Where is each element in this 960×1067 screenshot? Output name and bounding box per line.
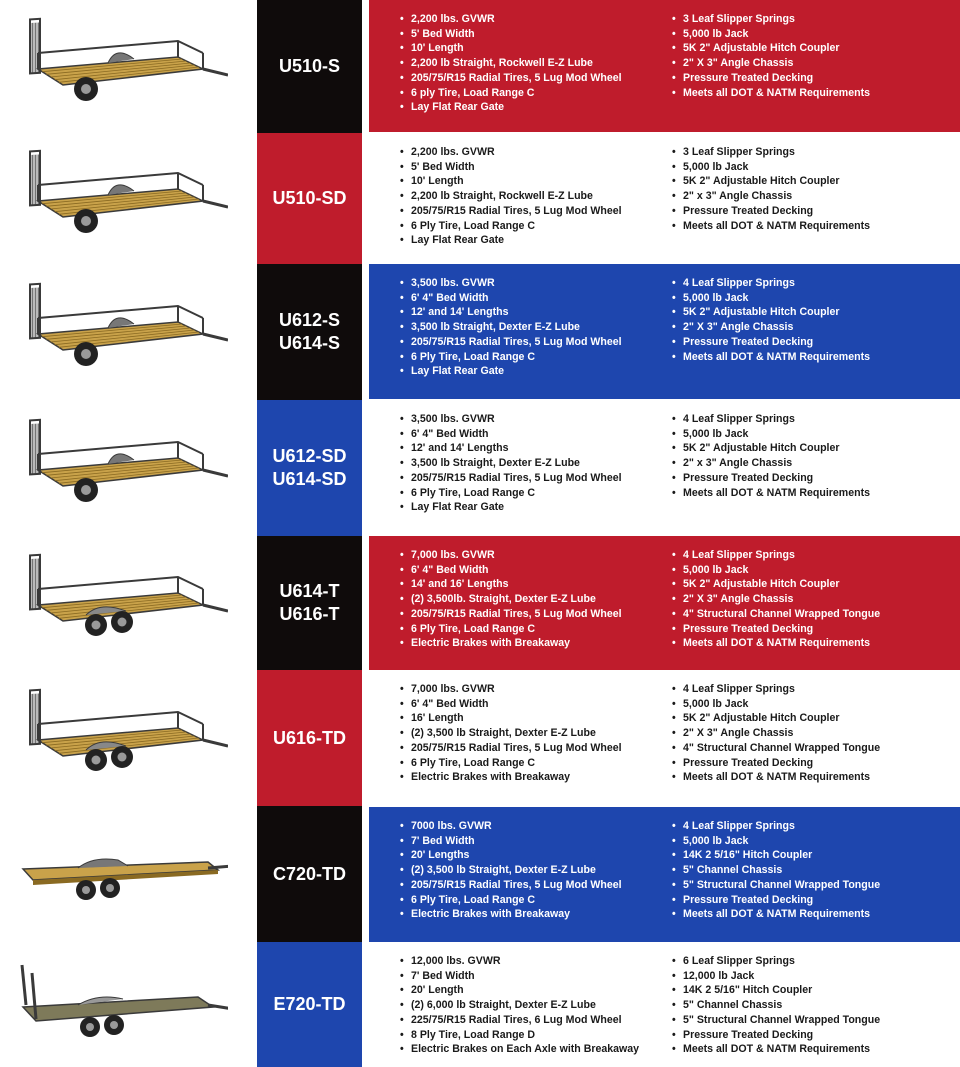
spec-item: • 225/75/R15 Radial Tires, 6 Lug Mod Wheel — [400, 1013, 639, 1028]
spec-item: • (2) 6,000 lb Straight, Dexter E-Z Lube — [400, 998, 639, 1013]
spec-item: • (2) 3,500 lb Straight, Dexter E-Z Lube — [400, 863, 622, 878]
spec-list-left — [400, 12, 622, 115]
spec-item: • 4 Leaf Slipper Springs — [672, 682, 880, 697]
spec-item: • 4 Leaf Slipper Springs — [672, 276, 870, 291]
spec-list-left — [400, 819, 622, 922]
spec-item: • 5,000 lb Jack — [672, 291, 870, 306]
specs-cell — [369, 400, 960, 536]
model-name-cell — [257, 400, 362, 536]
spec-item: • 5,000 lb Jack — [672, 427, 870, 442]
specs-cell — [369, 670, 960, 806]
spec-item: • 4 Leaf Slipper Springs — [672, 412, 870, 427]
spec-item: • 5,000 lb Jack — [672, 27, 870, 42]
model-name-cell — [257, 670, 362, 806]
spec-item: • 10' Length — [400, 41, 622, 56]
specs-cell — [369, 133, 960, 264]
specs-cell — [369, 0, 960, 132]
spec-item: • 5K 2" Adjustable Hitch Coupler — [672, 441, 870, 456]
spec-item: • 2" X 3" Angle Chassis — [672, 726, 880, 741]
spec-row — [0, 0, 960, 133]
spec-item: • 4" Structural Channel Wrapped Tongue — [672, 741, 880, 756]
spec-list-right — [672, 145, 870, 233]
spec-item: • 5,000 lb Jack — [672, 697, 880, 712]
spec-list-left — [400, 145, 622, 248]
spec-item: • 6 Ply Tire, Load Range C — [400, 350, 622, 365]
spec-item: • 3 Leaf Slipper Springs — [672, 12, 870, 27]
spec-item: • 6' 4" Bed Width — [400, 291, 622, 306]
spec-item: • 14' and 16' Lengths — [400, 577, 622, 592]
spec-item: • Pressure Treated Decking — [672, 71, 870, 86]
spec-item: • 7' Bed Width — [400, 834, 622, 849]
spec-item: • 3,500 lbs. GVWR — [400, 276, 622, 291]
spec-item: • 8 Ply Tire, Load Range D — [400, 1028, 639, 1043]
spec-item: • Lay Flat Rear Gate — [400, 500, 622, 515]
spec-item: • 12,000 lbs. GVWR — [400, 954, 639, 969]
model-name-cell — [257, 264, 362, 400]
spec-row — [0, 264, 960, 400]
spec-item: • 3,500 lb Straight, Dexter E-Z Lube — [400, 456, 622, 471]
spec-item: • Lay Flat Rear Gate — [400, 233, 622, 248]
spec-row — [0, 670, 960, 806]
spec-item: • Pressure Treated Decking — [672, 1028, 880, 1043]
spec-item: • 2" X 3" Angle Chassis — [672, 320, 870, 335]
spec-item: • 16' Length — [400, 711, 622, 726]
spec-item: • Pressure Treated Decking — [672, 622, 880, 637]
spec-list-right — [672, 276, 870, 364]
car-hauler-trailer-icon — [0, 806, 256, 942]
spec-item: • Pressure Treated Decking — [672, 335, 870, 350]
single-axle-gate-trailer-icon — [0, 0, 256, 133]
spec-item: • 20' Lengths — [400, 848, 622, 863]
spec-list-right — [672, 12, 870, 100]
spec-item: • Pressure Treated Decking — [672, 893, 880, 908]
spec-item: • Electric Brakes with Breakaway — [400, 770, 622, 785]
spec-item: • 2,200 lb Straight, Rockwell E-Z Lube — [400, 56, 622, 71]
spec-list-right — [672, 954, 880, 1057]
spec-item: • 6 ply Tire, Load Range C — [400, 86, 622, 101]
spec-item: • 6' 4" Bed Width — [400, 427, 622, 442]
single-axle-gate-trailer-icon — [0, 264, 256, 400]
specs-cell — [369, 807, 960, 942]
model-name: U614-SD — [272, 469, 347, 489]
spec-item: • 12' and 14' Lengths — [400, 305, 622, 320]
spec-item: • 2" X 3" Angle Chassis — [672, 56, 870, 71]
model-name: U614-S — [278, 333, 341, 353]
model-name: U510-S — [278, 56, 341, 76]
model-name-cell — [257, 536, 362, 670]
spec-item: • 2,200 lbs. GVWR — [400, 12, 622, 27]
spec-row — [0, 806, 960, 942]
spec-item: • 6 Ply Tire, Load Range C — [400, 622, 622, 637]
tandem-axle-gate-trailer-icon — [0, 536, 256, 670]
spec-item: • 5" Channel Chassis — [672, 863, 880, 878]
spec-item: • 6 Ply Tire, Load Range C — [400, 756, 622, 771]
model-name: U614-T — [279, 581, 340, 601]
spec-item: • 10' Length — [400, 174, 622, 189]
spec-item: • 5,000 lb Jack — [672, 834, 880, 849]
spec-item: • 3 Leaf Slipper Springs — [672, 145, 870, 160]
spec-item: • Meets all DOT & NATM Requirements — [672, 350, 870, 365]
spec-item: • 7,000 lbs. GVWR — [400, 548, 622, 563]
spec-item: • 5,000 lb Jack — [672, 563, 880, 578]
model-name-cell — [257, 0, 362, 133]
model-name-cell — [257, 942, 362, 1067]
spec-item: • Pressure Treated Decking — [672, 204, 870, 219]
tandem-axle-gate-trailer-icon — [0, 670, 256, 806]
spec-item: • (2) 3,500 lb Straight, Dexter E-Z Lube — [400, 726, 622, 741]
spec-list-left — [400, 954, 639, 1057]
spec-item: • 205/75/R15 Radial Tires, 5 Lug Mod Wheel — [400, 71, 622, 86]
model-name: C720-TD — [272, 863, 347, 884]
model-name-cell — [257, 806, 362, 942]
spec-list-left — [400, 548, 622, 651]
spec-item: • 5" Channel Chassis — [672, 998, 880, 1013]
equipment-trailer-icon — [0, 942, 256, 1067]
spec-item: • 205/75/R15 Radial Tires, 5 Lug Mod Wheel — [400, 335, 622, 350]
spec-row — [0, 536, 960, 670]
spec-item: • Meets all DOT & NATM Requirements — [672, 770, 880, 785]
spec-item: • Meets all DOT & NATM Requirements — [672, 486, 870, 501]
spec-list-right — [672, 682, 880, 785]
spec-item: • 4 Leaf Slipper Springs — [672, 819, 880, 834]
spec-item: • 4" Structural Channel Wrapped Tongue — [672, 607, 880, 622]
specs-cell — [369, 264, 960, 399]
spec-item: • Meets all DOT & NATM Requirements — [672, 1042, 880, 1057]
single-axle-gate-trailer-icon — [0, 400, 256, 536]
spec-item: • 5" Structural Channel Wrapped Tongue — [672, 1013, 880, 1028]
spec-list-left — [400, 682, 622, 785]
spec-item: • Electric Brakes with Breakaway — [400, 636, 622, 651]
spec-item: • 12,000 lb Jack — [672, 969, 880, 984]
model-name: E720-TD — [273, 994, 346, 1014]
model-name: U510-SD — [272, 188, 347, 208]
spec-item: • 3,500 lb Straight, Dexter E-Z Lube — [400, 320, 622, 335]
spec-item: • 6' 4" Bed Width — [400, 697, 622, 712]
model-name: U616-TD — [272, 727, 347, 748]
spec-item: • 5K 2" Adjustable Hitch Coupler — [672, 577, 880, 592]
spec-item: • Electric Brakes with Breakaway — [400, 907, 622, 922]
spec-list-left — [400, 412, 622, 515]
spec-item: • 7,000 lbs. GVWR — [400, 682, 622, 697]
specs-cell — [369, 536, 960, 670]
spec-item: • 14K 2 5/16" Hitch Coupler — [672, 983, 880, 998]
spec-item: • 205/75/R15 Radial Tires, 5 Lug Mod Wheel — [400, 878, 622, 893]
spec-list-right — [672, 819, 880, 922]
spec-item: • 2,200 lbs. GVWR — [400, 145, 622, 160]
spec-item: • 5,000 lb Jack — [672, 160, 870, 175]
spec-item: • Lay Flat Rear Gate — [400, 364, 622, 379]
model-name-cell — [257, 133, 362, 264]
spec-item: • 6' 4" Bed Width — [400, 563, 622, 578]
model-name: U612-S — [278, 310, 341, 330]
spec-item: • Pressure Treated Decking — [672, 756, 880, 771]
spec-item: • 6 Ply Tire, Load Range C — [400, 893, 622, 908]
spec-item: • 2" x 3" Angle Chassis — [672, 456, 870, 471]
spec-item: • 205/75/R15 Radial Tires, 5 Lug Mod Wheel — [400, 204, 622, 219]
spec-item: • 5' Bed Width — [400, 27, 622, 42]
spec-item: • Pressure Treated Decking — [672, 471, 870, 486]
spec-item: • 12' and 14' Lengths — [400, 441, 622, 456]
single-axle-gate-trailer-icon — [0, 133, 256, 264]
spec-item: • 7000 lbs. GVWR — [400, 819, 622, 834]
spec-item: • 4 Leaf Slipper Springs — [672, 548, 880, 563]
spec-item: • 2" X 3" Angle Chassis — [672, 592, 880, 607]
spec-item: • (2) 3,500lb. Straight, Dexter E-Z Lube — [400, 592, 622, 607]
spec-item: • Meets all DOT & NATM Requirements — [672, 907, 880, 922]
spec-item: • Meets all DOT & NATM Requirements — [672, 636, 880, 651]
spec-item: • 205/75/R15 Radial Tires, 5 Lug Mod Wheel — [400, 607, 622, 622]
spec-item: • 6 Ply Tire, Load Range C — [400, 219, 622, 234]
spec-item: • 5" Structural Channel Wrapped Tongue — [672, 878, 880, 893]
spec-item: • 2,200 lb Straight, Rockwell E-Z Lube — [400, 189, 622, 204]
spec-row — [0, 400, 960, 536]
spec-item: • 6 Ply Tire, Load Range C — [400, 486, 622, 501]
spec-item: • 5K 2" Adjustable Hitch Coupler — [672, 711, 880, 726]
spec-list-left — [400, 276, 622, 379]
spec-item: • 20' Length — [400, 983, 639, 998]
spec-row — [0, 942, 960, 1067]
spec-item: • 5' Bed Width — [400, 160, 622, 175]
model-name: U612-SD — [272, 446, 347, 466]
spec-item: • Meets all DOT & NATM Requirements — [672, 219, 870, 234]
spec-item: • 7' Bed Width — [400, 969, 639, 984]
spec-item: • 3,500 lbs. GVWR — [400, 412, 622, 427]
spec-item: • Meets all DOT & NATM Requirements — [672, 86, 870, 101]
spec-item: • Lay Flat Rear Gate — [400, 100, 622, 115]
spec-item: • 6 Leaf Slipper Springs — [672, 954, 880, 969]
spec-item: • 5K 2" Adjustable Hitch Coupler — [672, 41, 870, 56]
spec-item: • Electric Brakes on Each Axle with Breakaway — [400, 1042, 639, 1057]
spec-item: • 14K 2 5/16" Hitch Coupler — [672, 848, 880, 863]
spec-item: • 2" x 3" Angle Chassis — [672, 189, 870, 204]
spec-list-right — [672, 412, 870, 500]
spec-item: • 5K 2" Adjustable Hitch Coupler — [672, 305, 870, 320]
spec-item: • 205/75/R15 Radial Tires, 5 Lug Mod Wheel — [400, 741, 622, 756]
spec-item: • 205/75/R15 Radial Tires, 5 Lug Mod Wheel — [400, 471, 622, 486]
spec-row — [0, 133, 960, 264]
spec-item: • 5K 2" Adjustable Hitch Coupler — [672, 174, 870, 189]
spec-list-right — [672, 548, 880, 651]
model-name: U616-T — [279, 604, 340, 624]
specs-cell — [369, 942, 960, 1067]
